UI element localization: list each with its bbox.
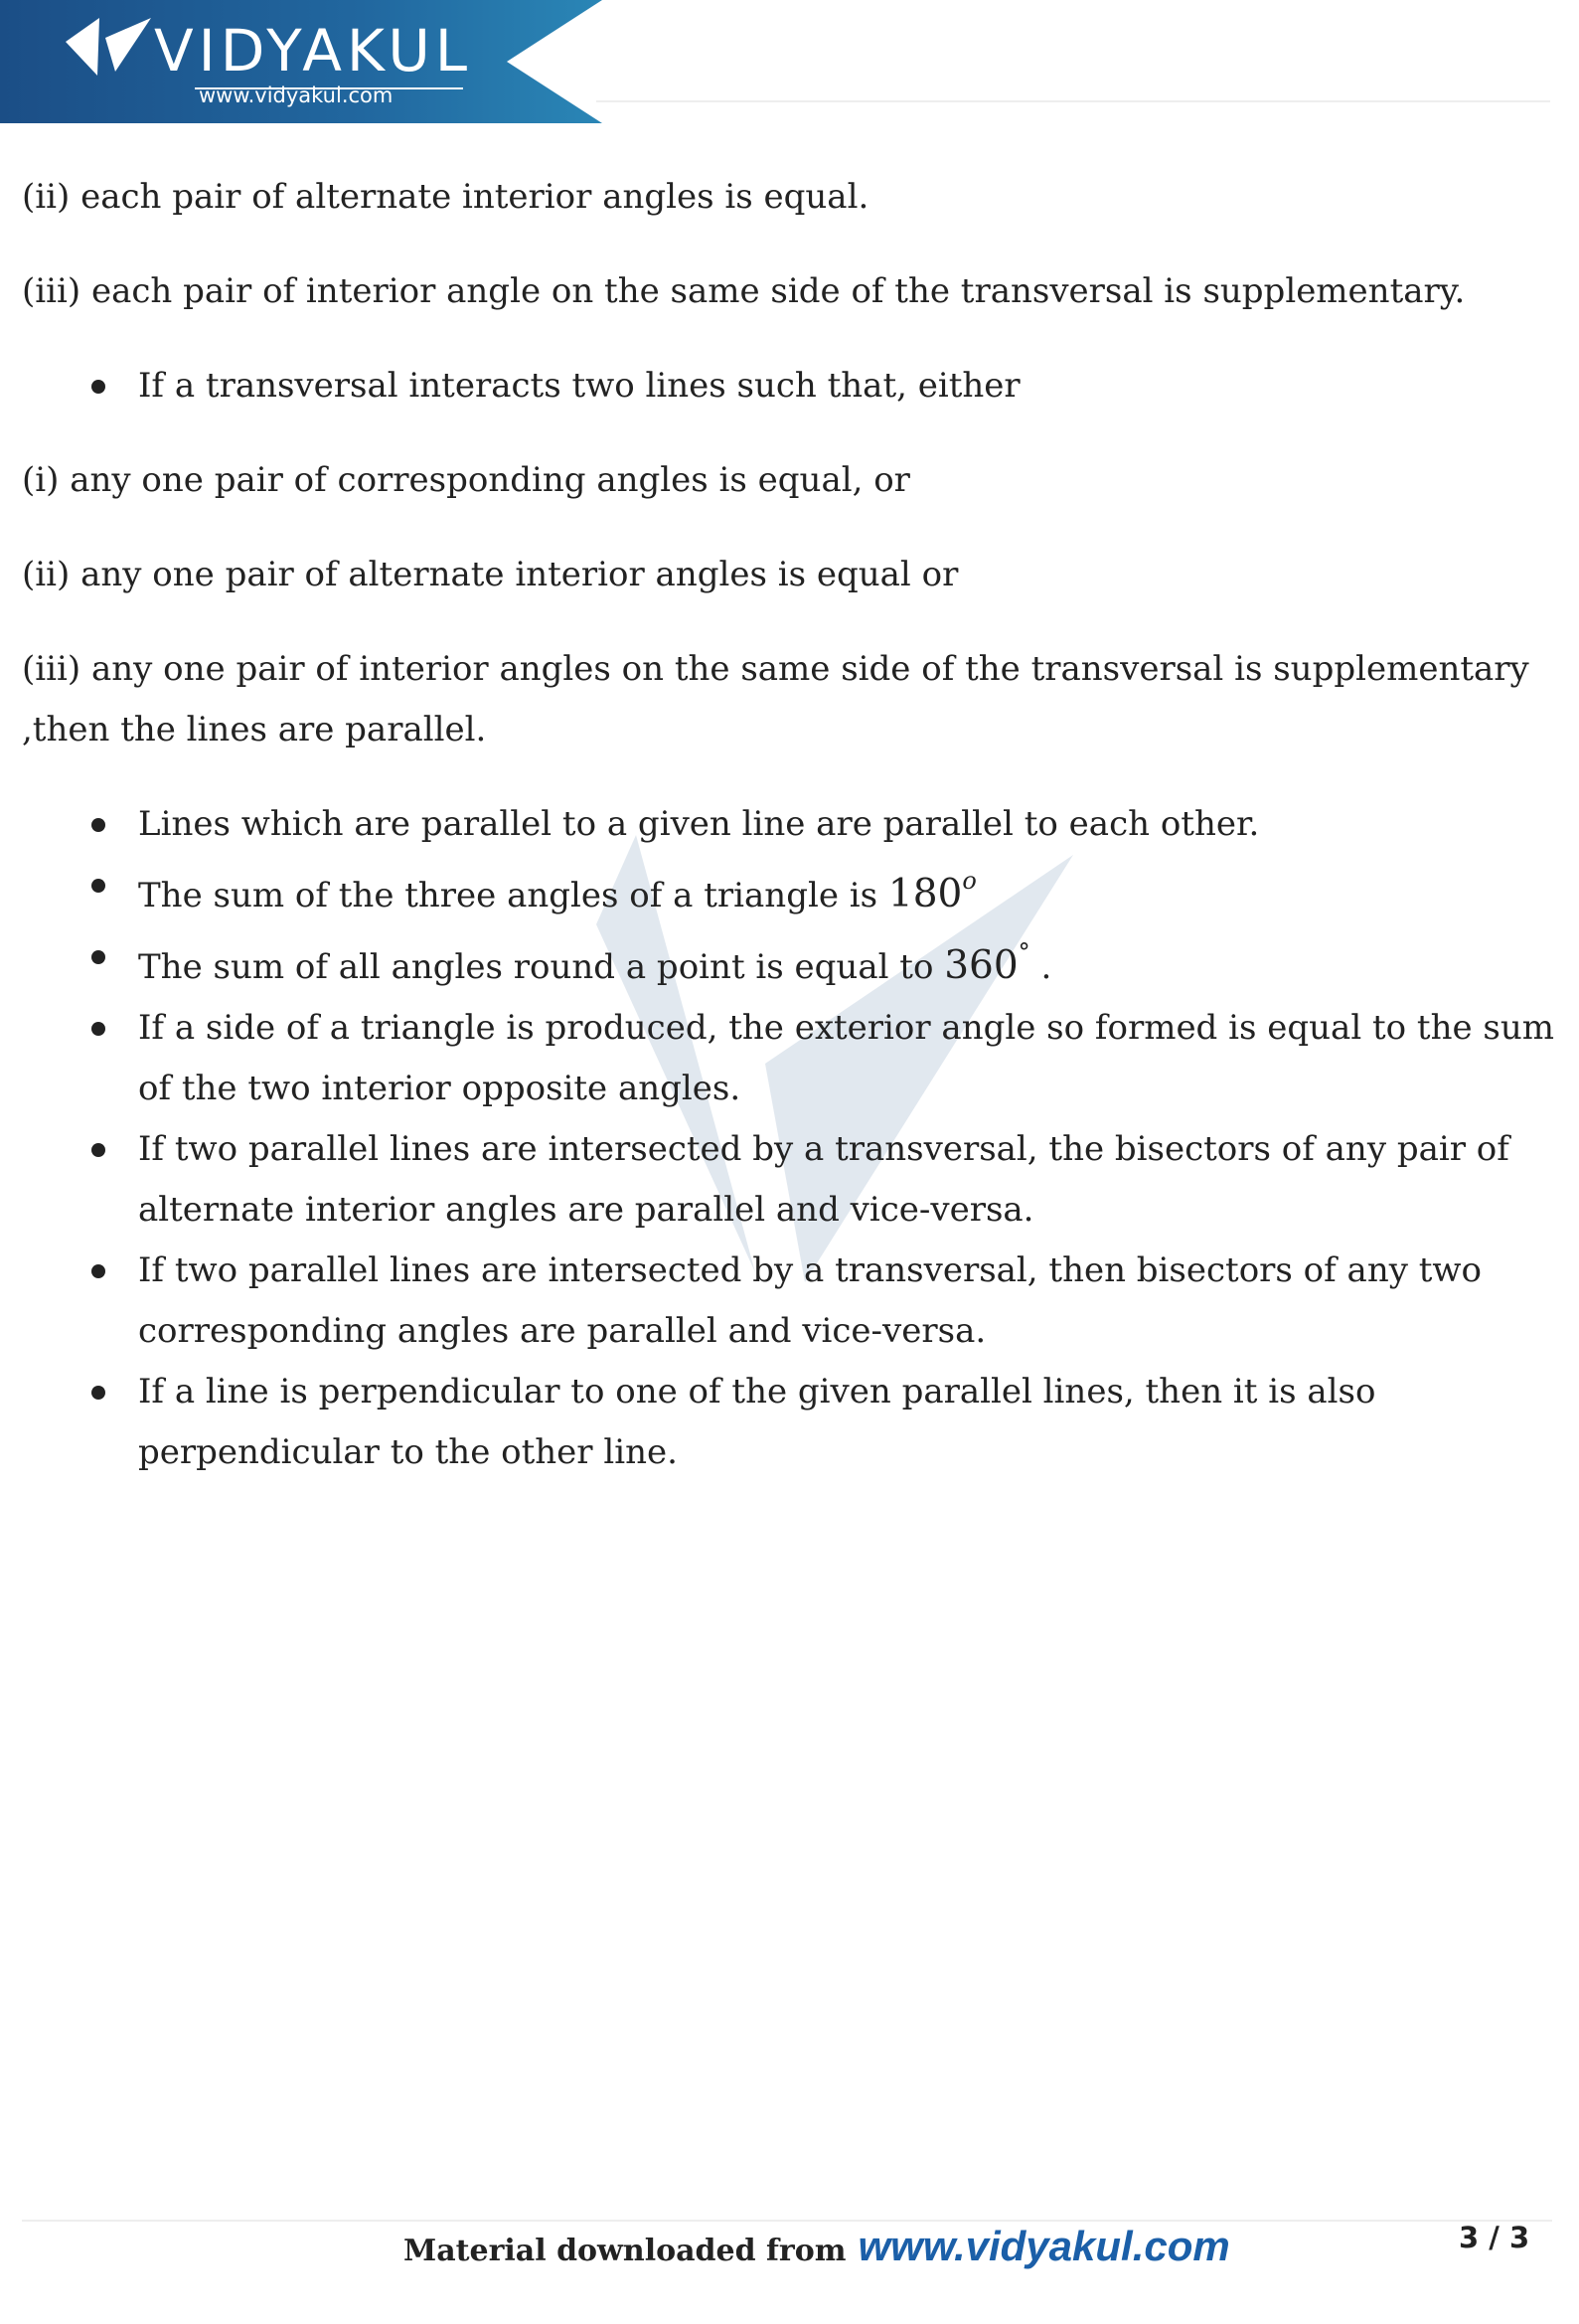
- list-item: If two parallel lines are intersected by a transversal, then bisectors of any two corresponding angles are parallel and vice-versa.: [22, 1241, 1557, 1362]
- footer-divider: [22, 2220, 1552, 2222]
- bullet-dot-icon: [91, 1264, 105, 1278]
- list-item: Lines which are parallel to a given line are parallel to each other.: [22, 794, 1557, 855]
- list-item: If a transversal interacts two lines such that, either: [22, 356, 1557, 416]
- brand-name: VIDYAKUL: [154, 17, 473, 84]
- math-expression: 180$^o$: [887, 867, 977, 916]
- list-item: The sum of the three angles of a triangle is 180$^o$: [22, 855, 1557, 926]
- paragraph-alternate-interior: (ii) each pair of alternate interior angles is equal.: [22, 177, 869, 217]
- page-number: 3 / 3: [1459, 2221, 1530, 2254]
- footer-url-link[interactable]: www.vidyakul.com: [858, 2223, 1230, 2269]
- bullet-dot-icon: [91, 1143, 105, 1157]
- header-divider: [596, 100, 1550, 102]
- document-body: [22, 167, 1557, 1483]
- list-item: The sum of all angles round a point is equal to 360° .: [22, 926, 1557, 998]
- list-item: If a line is perpendicular to one of the given parallel lines, then it is also perpendicular to the other line.: [22, 1362, 1557, 1483]
- bullet-list-transversal: [22, 356, 1557, 416]
- paragraph-interior-same-side: (iii) each pair of interior angle on the same side of the transversal is supplementary.: [22, 271, 1466, 311]
- list-item: If two parallel lines are intersected by a transversal, the bisectors of any pair of alternate interior angles are parallel and vice-versa.: [22, 1119, 1557, 1241]
- list-item: If a side of a triangle is produced, the exterior angle so formed is equal to the sum of the two interior opposite angles.: [22, 998, 1557, 1119]
- bullet-dot-icon: [91, 1386, 105, 1400]
- bullet-dot-icon: [91, 380, 105, 394]
- bullet-dot-icon: [91, 818, 105, 832]
- bullet-dot-icon: [91, 950, 105, 964]
- vidyakul-logo-icon: [64, 14, 153, 80]
- header-banner: [0, 0, 1579, 129]
- bullet-dot-icon: [91, 879, 105, 893]
- footer-credit: [403, 2223, 1230, 2270]
- paragraph-alternate-angles: (ii) any one pair of alternate interior angles is equal or: [22, 555, 959, 594]
- bullet-dot-icon: [91, 1022, 105, 1036]
- brand-url: www.vidyakul.com: [199, 83, 394, 107]
- bullet-list-theorems: [22, 794, 1557, 1483]
- paragraph-supplementary: (iii) any one pair of interior angles on the same side of the transversal is supplementary ,then the lines are parallel.: [22, 649, 1529, 749]
- paragraph-corresponding-angles: (i) any one pair of corresponding angles is equal, or: [22, 460, 910, 500]
- footer-label: Material downloaded from: [403, 2234, 847, 2268]
- math-expression: 360°: [944, 938, 1030, 988]
